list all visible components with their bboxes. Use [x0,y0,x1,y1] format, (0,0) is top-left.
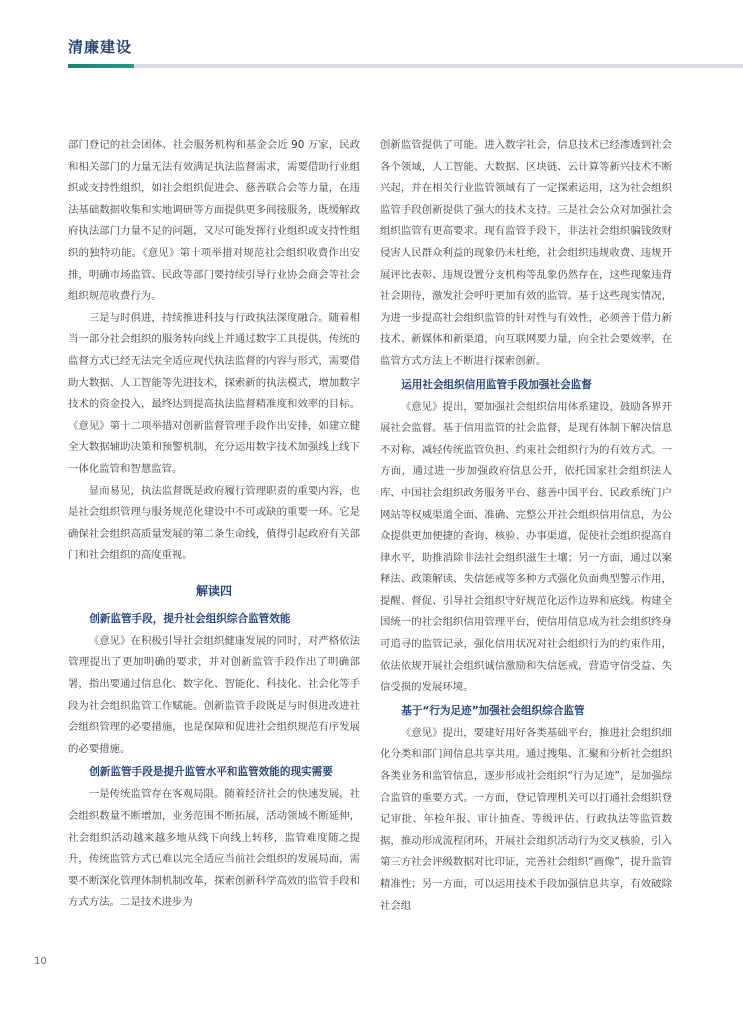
paragraph: 部门登记的社会团体、社会服务机构和基金会近 90 万家，民政和相关部门的力量无法有效满足执法监督需求，需要借助行业组织或支持性组织，如社会组织促进会、慈善联合会等力量，在违法基础数据收集和实地调研等方面提供更多间接服务，既缓解政府执法部门力量不足的问题，又尽可能发挥行业组织或支持性组织的独特功能。《意见》第十项举措对规范社会组织收费作出安排，明确市场监管、民政等部门要持续引导行业协会商会等社会组织规范收费行为。 [68,139,360,303]
left-column [68,135,360,914]
paragraph: 创新监管提供了可能。进入数字社会，信息技术已经渗透到社会各个领域，人工智能、大数据、区块链、云计算等新兴技术不断兴起，并在相关行业监管领域有了一定探索运用，这为社会组织监管手段创新提供了强大的技术支持。三是社会公众对加强社会组织监管有更高要求。现有监管手段下，非法社会组织骗钱敛财侵害人民群众利益的现象仍未杜绝，社会组织违规收费、违规开展评比表彰、违规设置分支机构等乱象仍然存在，这些现象违背社会期待，激发社会呼吁更加有效的监管。基于这些现实情况，为进一步提高社会组织监管的针对性与有效性，必须善于借力新技术、新媒体和新渠道，向互联网要力量，向全社会要效率，在监管方式方法上不断进行探索创新。 [380,139,672,367]
paragraph: 一是传统监管存在客观局限。随着经济社会的快速发展，社会组织数量不断增加，业务范围不断拓展，活动领域不断延伸，社会组织活动越来越多地从线下向线上转移，监管难度随之提升，传统监管方式已难以完全适应当前社会组织的发展局面，需要不断深化管理体制机制改革，探索创新科学高效的监管手段和方式方法。二是技术进步为 [68,788,360,909]
subheading: 创新监管手段，提升社会组织综合监管效能 [89,612,291,625]
section-title: 解读四 [195,583,232,598]
page-header-title: 清廉建设 [68,38,133,56]
paragraph: 《意见》提出，要建好用好各类基础平台，推进社会组织细化分类和部门间信息共享共用。通过搜集、汇聚和分析社会组织各类业务和监管信息，逐步形成社会组织“行为足迹”，是加强综合监管的重要方式。一方面，登记管理机关可以打通社会组织登记审批、年检年报、审计抽查、等级评估、行政执法等监管数据，推动形成流程闭环，开展社会组织活动行为交叉核验，引入第三方社会评级数据对比印证，完善社会组织“画像”，提升监管精准性；另一方面，可以运用技术手段加强信息共享，有效破除社会组 [380,726,672,912]
subheading: 运用社会组织信用监管手段加强社会监督 [401,378,592,391]
paragraph: 《意见》在积极引导社会组织健康发展的同时，对严格依法管理提出了更加明确的要求，并对创新监管手段作出了明确部署，指出要通过信息化、数字化、智能化、科技化、社会化等手段为社会组织监管工作赋能。创新监管手段既是与时俱进改进社会组织管理的必要措施，也是保障和促进社会组织规范有序发展的必要措施。 [68,634,360,755]
paragraph: 三是与时俱进，持续推进科技与行政执法深度融合。随着相当一部分社会组织的服务转向线上并通过数字工具提供，传统的监督方式已经无法完全适应现代执法监督的内容与形式，需要借助大数据、人工智能等先进技术，探索新的执法模式，增加数字技术的资金投入，最终达到提高执法监督精准度和效率的目标。《意见》第十二项举措对创新监督管理手段作出安排，如建立健全大数据辅助决策和预警机制，充分运用数字技术加强线上线下一体化监管和智慧监管。 [68,311,360,475]
page-number: 10 [34,956,47,967]
paragraph: 《意见》提出，要加强社会组织信用体系建设，鼓励各界开展社会监督。基于信用监管的社会监督，是现有体制下解决信息不对称、减轻传统监管负担、约束社会组织行为的有效方式。一方面，通过进一步加强政府信息公开，依托国家社会组织法人库、中国社会组织政务服务平台、慈善中国平台、民政系统门户网站等权威渠道全面、准确、完整公开社会组织信用信息，为公众提供更加便捷的查询、核验、办事渠道，促使社会组织提高自律水平，助推消除非法社会组织滋生土壤；另一方面，通过以案释法、政策解读、失信惩戒等多种方式强化负面典型警示作用，提醒、督促、引导社会组织守好规范化运作边界和底线。构建全国统一的社会组织信用管理平台，使信用信息成为社会组织终身可追寻的监管记录，强化信用状况对社会组织行为的约束作用，依法依规开展社会组织诚信激励和失信惩戒，营造守信受益、失信受损的发展环境。 [380,400,672,694]
header-rule-accent [68,64,134,68]
subheading: 创新监管手段是提升监管水平和监管效能的现实需要 [89,766,333,779]
paragraph: 显而易见，执法监督既是政府履行管理职责的重要内容，也是社会组织管理与服务规范化建设中不可或缺的重要一环。它是确保社会组织高质量发展的第二条生命线，值得引起政府有关部门和社会组织的高度重视。 [68,484,360,562]
subheading: 基于“行为足迹”加强社会组织综合监管 [401,704,585,717]
right-column [380,135,672,917]
header-rule [68,64,743,68]
